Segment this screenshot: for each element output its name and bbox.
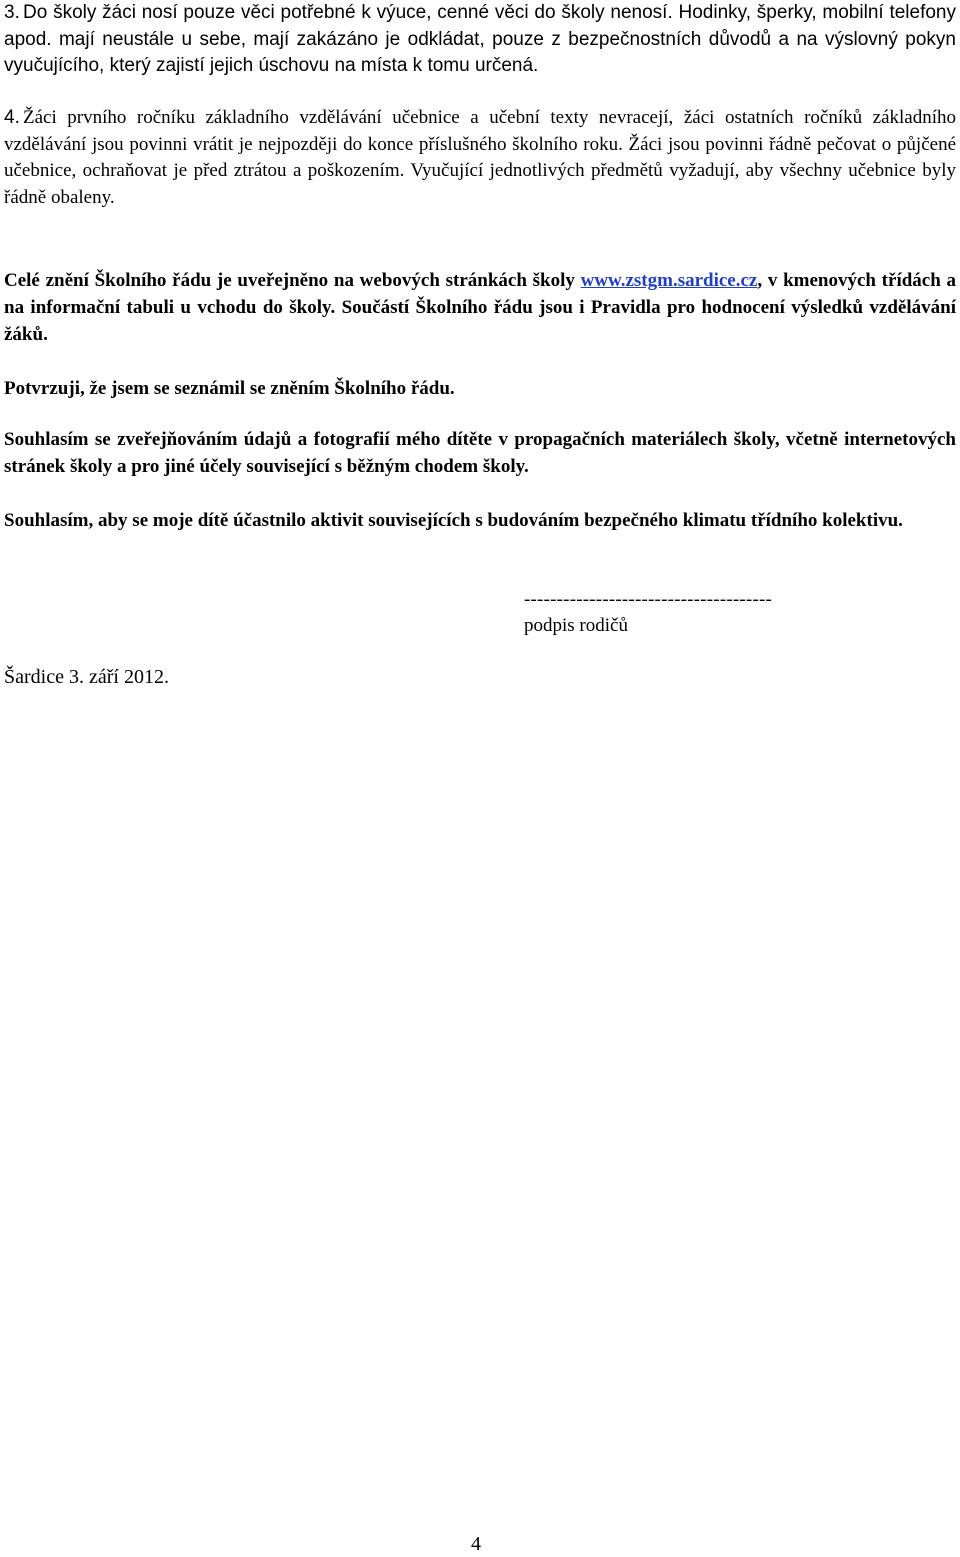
climate-consent-statement: Souhlasím, aby se moje dítě účastnilo aktivit souvisejících s budováním bezpečného klimatu třídního kolektivu. [4,510,903,531]
signature-line: -------------------------------------- [524,589,773,610]
place-and-date: Šardice 3. září 2012. [4,666,169,688]
notice-text-start: Celé znění Školního řádu je uveřejněno na webových stránkách školy [4,270,581,291]
rule-item-3-text: Do školy žáci nosí pouze věci potřebné k výuce, cenné věci do školy nenosí. Hodinky, šperky, mobilní telefony apod. mají neustále u sebe, mají zakázáno je odkládat, pouze z bezpečnostních důvodů a na výslovný pokyn vyučujícího, který zajistí jejich úschovu na místa k tomu určená. [4,2,956,76]
notice-text-end: , v kmenových třídách a na informační tabuli u vchodu do školy. Součástí Školního řádu jsou i Pravidla pro hodnocení výsledků vzdělávání žáků. [4,270,957,345]
page-number: 4 [471,1533,481,1555]
photo-consent-statement: Souhlasím se zveřejňováním údajů a fotografií mého dítěte v propagačních materiálech školy, včetně internetových stránek školy a pro jiné účely související s běžným chodem školy. [4,429,956,477]
school-website-link[interactable]: www.zstgm.sardice.cz [580,270,758,291]
rule-item-4-number: 4. [4,107,20,128]
rule-item-4-text: Žáci prvního ročníku základního vzdělávání učebnice a učební texty nevracejí, žáci ostatních ročníků základního vzdělávání jsou povinni vrátit je nejpozději do konce příslušného školního roku. Žáci jsou povinni řádně pečovat o půjčené učebnice, ochraňovat je před ztrátou a poškozením. Vyučující jednotlivých předmětů vyžadují, aby všechny učebnice byly řádně obaleny. [4,107,956,208]
rule-item-3 [4,0,956,80]
signature-label: podpis rodičů [524,615,628,636]
rule-item-3-number: 3. [4,2,20,23]
rule-item-4 [4,105,956,211]
confirmation-statement: Potvrzuji, že jsem se seznámil se zněním Školního řádu. [4,378,455,399]
school-rules-notice [4,267,956,348]
